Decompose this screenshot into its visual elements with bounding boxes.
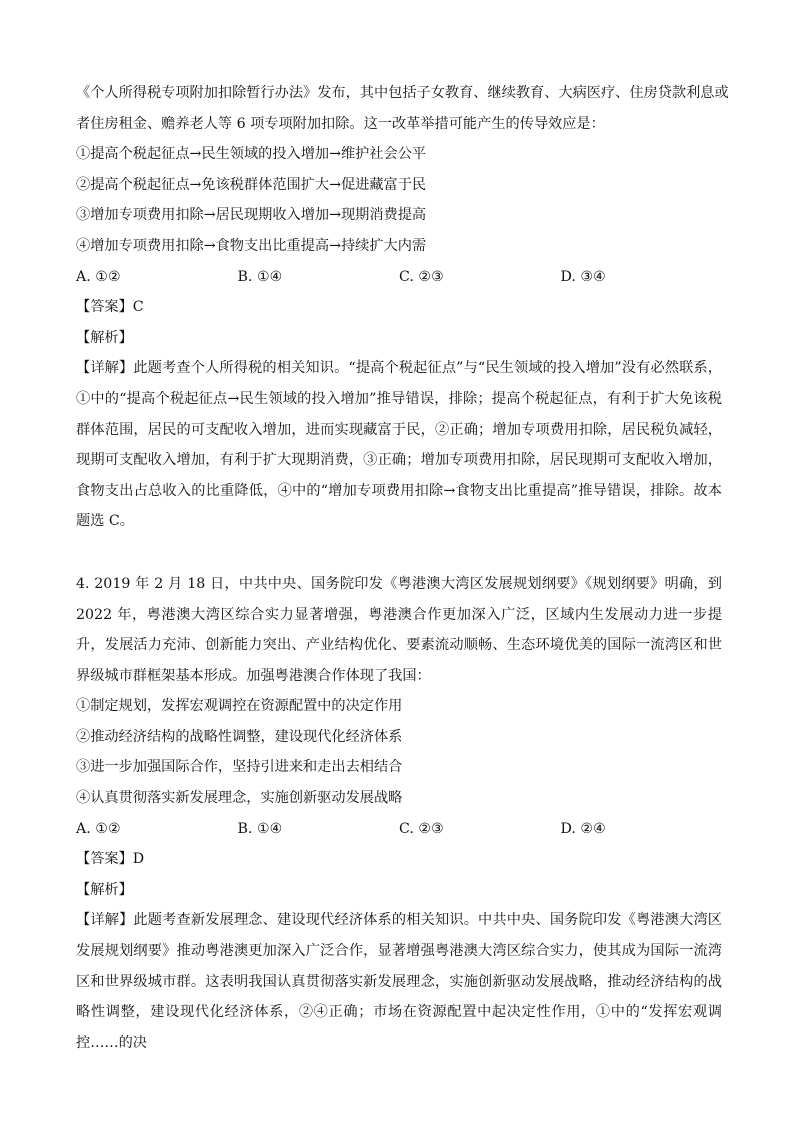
document-page: [76, 78, 729, 1058]
q4-options: [76, 814, 722, 845]
q4-option-d: D. ②④: [560, 820, 606, 837]
q4-option-b: B. ①④: [237, 820, 283, 837]
q3-item-1: ①提高个税起征点→民生领域的投入增加→维护社会公平: [76, 146, 427, 163]
q4-answer: 【答案】D: [76, 851, 145, 868]
q3-item-3: ③增加专项费用扣除→居民现期收入增加→现期消费提高: [76, 207, 427, 224]
q3-answer: 【答案】C: [76, 299, 144, 316]
question-separator: [76, 537, 722, 569]
q4-stem: 4. 2019 年 2 月 18 日，中共中央、国务院印发《粤港澳大湾区发展规划纲要》《规划纲要》明确，到 2022 年，粤港澳大湾区综合实力显著增强，粤港澳合作更加深入广泛，区域内生发展动力进一步提升，发展活力充沛、创新能力突出、产业结构优化、要素流动顺畅、生态环境优美的国际一流湾区和世界级城市群框架基本形成。加强粤港澳合作体现了我国：: [76, 575, 722, 684]
q3-detail: 【详解】此题考查个人所得税的相关知识。“提高个税起征点”与“民生领域的投入增加”没有必然联系，①中的“提高个税起征点→民生领域的投入增加”推导错误，排除；提高个税起征点，有利于扩大免该税群体范围，居民的可支配收入增加，进而实现藏富于民，②正确；增加专项费用扣除，居民税负减轻，现期可支配收入增加，有利于扩大现期消费，③正确；增加专项费用扣除，居民现期可支配收入增加，食物支出占总收入的比重降低，④中的“增加专项费用扣除→食物支出比重提高”推导错误，排除。故本题选 C。: [76, 360, 722, 530]
q4-option-c: C. ②③: [399, 820, 444, 837]
q4-detail: 【详解】此题考查新发展理念、建设现代经济体系的相关知识。中共中央、国务院印发《粤港澳大湾区发展规划纲要》推动粤港澳更加深入广泛合作，显著增强粤港澳大湾区综合实力，使其成为国际一流湾区和世界级城市群。这表明我国认真贯彻落实新发展理念，实施创新驱动发展战略，推动经济结构的战略性调整，建设现代化经济体系，②④正确；市场在资源配置中起决定性作用，①中的“发挥宏观调控……的决: [76, 912, 722, 1051]
q3-analysis-label: 【解析】: [76, 329, 133, 346]
q4-analysis-label: 【解析】: [76, 881, 133, 898]
q3-option-d: D. ③④: [560, 268, 606, 285]
q3-stem-line-1: 《个人所得税专项附加扣除暂行办法》发布，其中包括子女教育、继续教育、大病医疗、住房贷款利息或: [76, 85, 729, 101]
question-4: [76, 569, 722, 1059]
q3-option-b: B. ①④: [237, 268, 283, 285]
q3-item-2: ②提高个税起征点→免该税群体范围扩大→促进藏富于民: [76, 176, 427, 193]
q4-option-a: A. ①②: [76, 820, 121, 837]
q3-stem-line-2: 者住房租金、赡养老人等 6 项专项附加扣除。这一改革举措可能产生的传导效应是：: [76, 115, 605, 132]
q4-item-4: ④认真贯彻落实新发展理念，实施创新驱动发展战略: [76, 790, 403, 807]
q3-options: [76, 262, 722, 293]
q4-item-2: ②推动经济结构的战略性调整，建设现代化经济体系: [76, 728, 403, 745]
q3-item-4: ④增加专项费用扣除→食物支出比重提高→持续扩大内需: [76, 237, 427, 254]
question-3: [76, 78, 729, 537]
q3-option-c: C. ②③: [399, 268, 444, 285]
q3-option-a: A. ①②: [76, 268, 121, 285]
q4-item-3: ③进一步加强国际合作，坚持引进来和走出去相结合: [76, 759, 403, 776]
q4-item-1: ①制定规划，发挥宏观调控在资源配置中的决定作用: [76, 698, 403, 715]
